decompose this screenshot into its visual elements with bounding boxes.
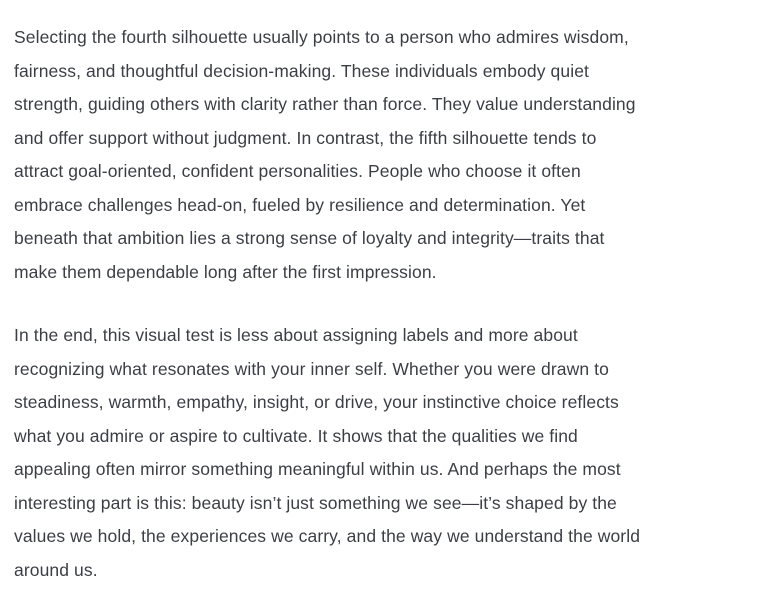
text-line: fairness, and thoughtful decision-making. These individuals embody quiet — [14, 60, 589, 81]
text-line: around us. — [14, 559, 98, 580]
paragraph-silhouette-analysis — [14, 21, 751, 289]
text-line: interesting part is this: beauty isn’t just something we see—it’s shaped by the — [14, 492, 617, 513]
paragraph-conclusion — [14, 319, 751, 587]
text-line: recognizing what resonates with your inner self. Whether you were drawn to — [14, 358, 609, 379]
text-line: strength, guiding others with clarity rather than force. They value understanding — [14, 94, 636, 114]
text-line: embrace challenges head-on, fueled by resilience and determination. Yet — [14, 194, 586, 215]
text-line: attract goal-oriented, confident personalities. People who choose it often — [14, 161, 581, 181]
text-line: Selecting the fourth silhouette usually points to a person who admires wisdom, — [14, 27, 629, 47]
text-line: appealing often mirror something meaningful within us. And perhaps the most — [14, 459, 621, 479]
text-line: In the end, this visual test is less about assigning labels and more about — [14, 325, 578, 345]
text-line: make them dependable long after the first impression. — [14, 261, 437, 282]
text-line: beneath that ambition lies a strong sense of loyalty and integrity—traits that — [14, 228, 605, 248]
text-line: steadiness, warmth, empathy, insight, or drive, your instinctive choice reflects — [14, 392, 619, 412]
text-line: what you admire or aspire to cultivate. It shows that the qualities we find — [14, 425, 578, 446]
text-line: values we hold, the experiences we carry, and the way we understand the world — [14, 526, 641, 546]
text-line: and offer support without judgment. In contrast, the fifth silhouette tends to — [14, 127, 597, 148]
